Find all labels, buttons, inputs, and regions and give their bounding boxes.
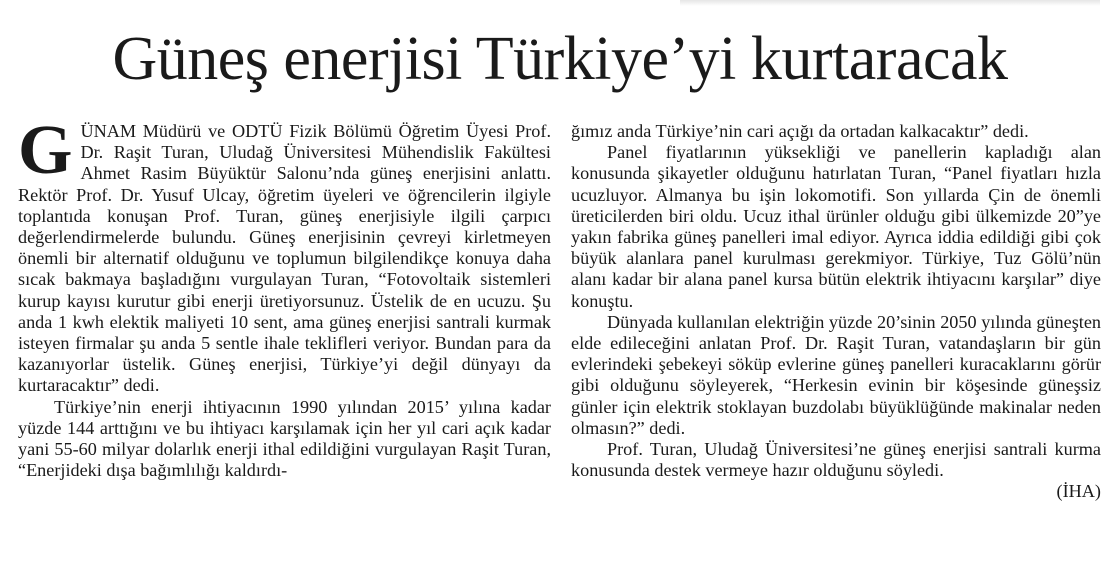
article-column-right	[571, 121, 1101, 503]
article-paragraph-5: Dünyada kullanılan elektriğin yüzde 20’sinin 2050 yılında güneşten elde edileceğini anlatan Prof. Dr. Raşit Turan, vatandaşların bir gün evlerindeki şebekeyi söküp evlerine güneş panelleri kuracaklarını görür gibi olduğunu söyleyerek, “Herkesin evinin bir köşesinde güneşsiz günler için elektrik stoklayan buzdolabı büyüklüğünde makinalar neden olmasın?” dedi.	[571, 311, 1101, 438]
page-edge-shadow	[680, 0, 1100, 6]
headline: Güneş enerjisi Türkiye’yi kurtaracak	[112, 25, 1008, 93]
drop-cap: G	[18, 112, 73, 189]
article-paragraph-4: Panel fiyatlarının yüksekliği ve panellerin kapladığı alan konusunda şikayetler olduğunu hatırlatan Turan, “Panel fiyatları hızla ucuzluyor. Almanya bu işin lokomotifi. Son yıllarda Çin de önemli üreticilerden biri oldu. Ucuz ithal ürünler olduğu gibi ülkemizde 20”ye yakın fabrika güneş panelleri imal ediyor. Ayrıca iddia edildiği gibi çok büyük alanlara panel kurulması gerekmiyor. Türkiye, Tuz Gölü’nün alanı kadar bir alana panel kursa bütün elektrik ihtiyacını karşılar” diye konuştu.	[571, 142, 1101, 311]
article-paragraph-1	[18, 112, 551, 397]
article-paragraph-3: ğımız anda Türkiye’nin cari açığı da ortadan kalkacaktır” dedi.	[571, 121, 1029, 141]
news-agency-credit: (İHA)	[1056, 481, 1101, 502]
article-paragraph-1-text: ÜNAM Müdürü ve ODTÜ Fizik Bölümü Öğretim Üyesi Prof. Dr. Raşit Turan, Uludağ Üniversitesi Mühendislik Fakültesi Ahmet Rasim Büyüktür Salonu’nda güneş enerjisini anlattı. Rektör Prof. Dr. Yusuf Ulcay, öğretim üyeleri ve öğrencilerin ilgiyle toplantıda konuşan Prof. Turan, güneş enerjisiyle ilgili çarpıcı değerlendirmelerde bulundu. Güneş enerjisinin çevreyi kirletmeyen önemli bir alternatif olduğunu ve toplumun bilgilendikçe konuya daha sıcak bakmaya başladığını vurgulayan Turan, “Fotovoltaik sistemleri kurup kayısı kurutur gibi enerji üretiyorsunuz. Üstelik de en ucuzu. Şu anda 1 kwh elektik maliyeti 10 sent, ama güneş enerjisi santrali kurmak isteyen firmalar şu anda 5 sentle ihale teklifleri veriyor. Bundan para da kazanıyorlar üstelik. Güneş enerjisi, Türkiye’yi değil dünyayı da kurtaracaktır” dedi.	[18, 121, 551, 396]
article-column-left	[18, 112, 551, 481]
article-paragraph-6: Prof. Turan, Uludağ Üniversitesi’ne güneş enerjisi santrali kurma konusunda destek vermeye hazır olduğunu söyledi.	[571, 439, 1101, 481]
article-paragraph-2: Türkiye’nin enerji ihtiyacının 1990 yılından 2015’ yılına kadar yüzde 144 arttığını ve bu ihtiyacı karşılamak için her yıl cari açık kadar yani 55-60 milyar dolarlık enerji ithal edildiğini vurgulayan Raşit Turan, “Enerjideki dışa bağımlılığı kaldırdı-	[18, 396, 551, 481]
